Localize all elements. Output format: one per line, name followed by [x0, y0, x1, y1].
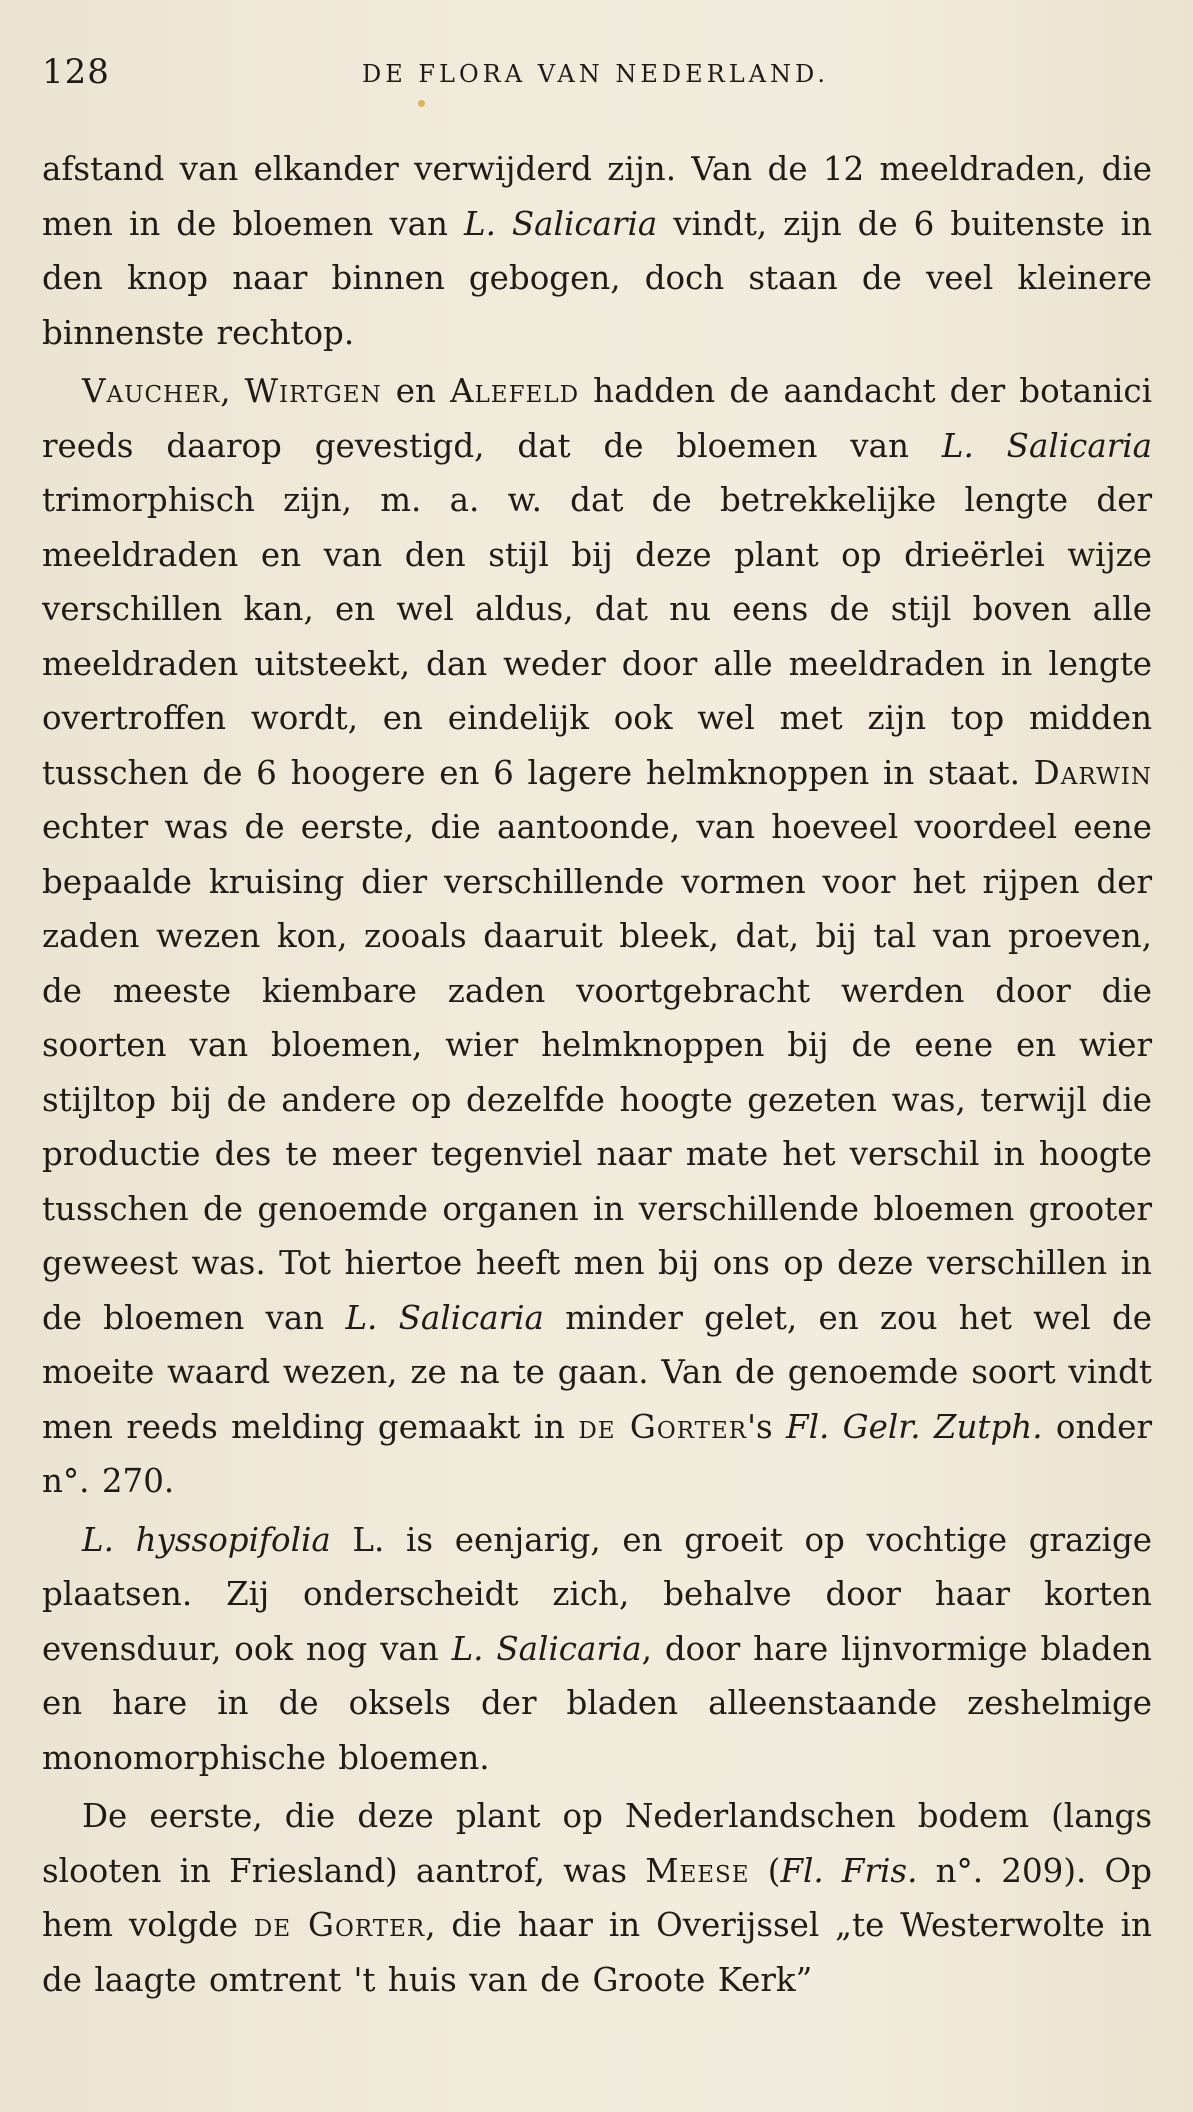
- text-run: n°. 209). Op hem volgde: [42, 1851, 1152, 1944]
- taxon-name: L. hyssopifolia: [82, 1520, 331, 1559]
- running-head: DE FLORA VAN NEDERLAND.: [362, 60, 829, 88]
- taxon-name: L. Salicaria: [464, 204, 658, 243]
- text-run: en: [381, 372, 451, 410]
- text-run: echter was de eerste, die aantoonde, van hoeveel voordeel eene bepaalde kruising dier verschillende vormen voor het rijpen der zaden wezen kon, zooals daaruit bleek, dat, bij tal van proeven, de meeste kiembare zaden voortgebracht werden door die soorten van bloemen, wier helmknoppen bij de eene en wier stijltop bij de andere op dezelfde hoogte gezeten was, terwijl die productie des te meer tegenviel naar mate het verschil in hoogte tusschen de genoemde organen in verschillende bloemen grooter geweest was. Tot hiertoe heeft men bij ons op deze verschillen in de bloemen van: [42, 808, 1152, 1337]
- text-run: trimorphisch zijn, m. a. w. dat de betrekkelijke lengte der meeldraden en van den stijl bij deze plant op drieërlei wijze verschillen kan, en wel aldus, dat nu eens de stijl boven alle meeldraden uitsteekt, dan weder door alle meeldraden in lengte overtroffen wordt, en eindelijk ook wel met zijn top midden tusschen de 6 hoogere en 6 lagere helmknoppen in staat.: [42, 481, 1152, 792]
- text-run: ,: [220, 372, 245, 410]
- text-run: , door hare lijnvormige bladen en hare in de oksels der bladen alleenstaande zeshelmige monomorphische bloemen.: [42, 1629, 1152, 1777]
- page-number: 128: [42, 52, 110, 92]
- text-run: (: [749, 1851, 781, 1890]
- work-title: Fl. Fris.: [780, 1851, 918, 1890]
- text-run: minder gelet, en zou het wel de moeite waard wezen, ze na te gaan. Van de genoemde soort vindt men reeds melding gemaakt in: [42, 1298, 1152, 1446]
- paragraph: [42, 142, 1152, 360]
- taxon-name: L. Salicaria: [941, 426, 1152, 465]
- paragraph: [42, 1513, 1152, 1786]
- text-run: hadden de aandacht der botanici reeds daarop gevestigd, dat de bloemen van: [42, 372, 1152, 465]
- text-run: onder n°. 270.: [42, 1407, 1152, 1500]
- page-header: [42, 52, 1152, 102]
- paragraph: [42, 364, 1152, 1509]
- text-run: 's: [747, 1407, 787, 1446]
- author-name: Meese: [645, 1851, 750, 1890]
- body-text: [42, 142, 1152, 2007]
- author-name: Alefeld: [450, 372, 580, 410]
- work-title: Fl. Gelr. Zutph.: [786, 1407, 1043, 1446]
- paragraph: [42, 1789, 1152, 2007]
- taxon-name: L. Salicaria: [451, 1629, 642, 1668]
- author-name: de Gorter: [578, 1407, 748, 1446]
- author-name: Darwin: [1033, 753, 1152, 792]
- text-run: vindt, zijn de 6 buitenste in den knop naar binnen gebogen, doch staan de veel kleinere binnenste rechtop.: [42, 204, 1153, 352]
- text-run: afstand van elkander verwijderd zijn. Van de 12 meeldraden, die men in de bloemen van: [42, 150, 1152, 243]
- taxon-name: L. Salicaria: [345, 1298, 544, 1337]
- text-run: De eerste, die deze plant op Nederlandschen bodem (langs slooten in Friesland) aantrof, was: [42, 1797, 1152, 1890]
- author-name: Vaucher: [82, 372, 221, 410]
- text-run: L. is eenjarig, en groeit op vochtige grazige plaatsen. Zij onderscheidt zich, behalve door haar korten evensduur, ook nog van: [42, 1520, 1152, 1668]
- author-name: Wirtgen: [244, 372, 382, 410]
- author-name: de Gorter: [253, 1906, 426, 1944]
- text-run: , die haar in Overijssel „te Westerwolte in de laagte omtrent 't huis van de Groote Kerk”: [42, 1906, 1152, 1999]
